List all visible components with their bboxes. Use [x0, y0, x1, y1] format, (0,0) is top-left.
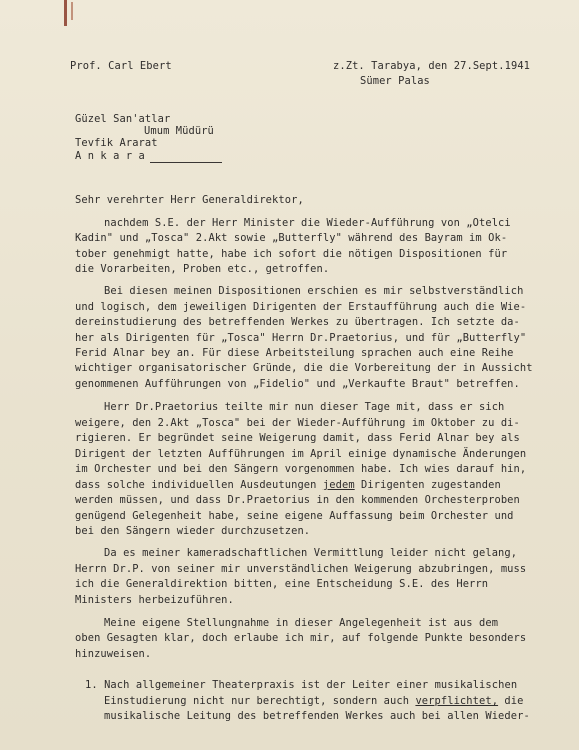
ink-mark: [64, 0, 67, 26]
p3-line-3: rigieren. Er begründet seine Weigerung damit, dass Ferid Alnar bey als: [75, 432, 520, 444]
p2-line-7: genommenen Aufführungen von „Fidelio" und „Verkaufte Braut" betreffen.: [75, 378, 520, 390]
p5-line-2: oben Gesagten klar, doch erlaube ich mir, auf folgende Punkte besonders: [75, 632, 527, 644]
p2-line-6: wichtiger organisatorischer Gründe, die die Vorbereitung der in Aussicht: [75, 362, 533, 374]
salutation: Sehr verehrter Herr Generaldirektor,: [75, 194, 304, 206]
p3-line-5: im Orchester und bei den Sängern vorgenommen habe. Ich wies darauf hin,: [75, 463, 527, 475]
p1-line-2: Kadin" und „Tosca" 2.Akt sowie „Butterfly" während des Bayram im Ok-: [75, 232, 508, 244]
p2-line-5: Ferid Alnar bey an. Für diese Arbeitsteilung sprachen auch eine Reihe: [75, 347, 514, 359]
p3-line-6-start: dass solche individuellen Ausdeutungen: [75, 479, 317, 491]
p2-line-2: und logisch, dem jeweiligen Dirigenten der Erstaufführung auch die Wie-: [75, 301, 527, 313]
point1-line-2-end: die: [504, 695, 524, 707]
p3-line-9: bei den Sängern wieder durchzusetzen.: [75, 525, 311, 537]
p1-line-3: tober genehmigt hatte, habe ich sofort die nötigen Dispositionen für: [75, 248, 508, 260]
emphasis-jedem: jedem: [322, 479, 355, 491]
recipient-city: A n k a r a: [75, 150, 145, 162]
point1-line-1: 1. Nach allgemeiner Theaterpraxis ist der Leiter einer musikalischen: [85, 679, 518, 691]
p1-line-4: die Vorarbeiten, Proben etc., getroffen.: [75, 263, 330, 275]
point1-line-3: musikalische Leitung des betreffenden Werkes auch bei allen Wieder-: [104, 710, 530, 722]
p1-line-1: nachdem S.E. der Herr Minister die Wieder-Aufführung von „Otelci: [104, 217, 511, 229]
p3-line-2: weigere, den 2.Akt „Tosca" bei der Wieder-Aufführung im Oktober zu di-: [75, 417, 520, 429]
sender-name: Prof. Carl Ebert: [70, 60, 172, 72]
recipient-underline: [150, 162, 222, 163]
p4-line-2: Herrn Dr.P. von seiner mir unverständlichen Weigerung abzubringen, muss: [75, 563, 527, 575]
ink-mark-secondary: [71, 2, 73, 20]
p3-line-6-end: Dirigenten zugestanden: [361, 479, 501, 491]
p3-line-6: [75, 479, 501, 492]
recipient-line-2: Umum Müdürü: [144, 125, 214, 137]
p3-line-1: Herr Dr.Praetorius teilte mir nun dieser Tage mit, dass er sich: [104, 401, 505, 413]
recipient-line-3: Tevfik Ararat: [75, 137, 158, 149]
emphasis-verpflichtet: verpflichtet,: [415, 695, 499, 707]
point1-line-2-start: Einstudierung nicht nur berechtigt, sondern auch: [104, 695, 410, 707]
p4-line-4: Ministers herbeizuführen.: [75, 594, 234, 606]
p2-line-1: Bei diesen meinen Dispositionen erschien es mir selbstverständlich: [104, 285, 524, 297]
p4-line-1: Da es meiner kameradschaftlichen Vermittlung leider nicht gelang,: [104, 547, 518, 559]
p3-line-8: genügend Gelegenheit habe, seine eigene Auffassung beim Orchester und: [75, 510, 514, 522]
p3-line-4: Dirigent der letzten Aufführungen im April einige dynamische Änderungen: [75, 448, 527, 460]
place-date: z.Zt. Tarabya, den 27.Sept.1941: [333, 60, 531, 72]
p5-line-3: hinzuweisen.: [75, 648, 152, 660]
recipient-line-1: Güzel San'atlar: [75, 113, 171, 125]
p5-line-1: Meine eigene Stellungnahme in dieser Angelegenheit ist aus dem: [104, 617, 499, 629]
p2-line-4: her als Dirigenten für „Tosca" Herrn Dr.Praetorius, und für „Butterfly": [75, 332, 527, 344]
p3-line-7: werden müssen, und dass Dr.Praetorius in den kommenden Orchesterproben: [75, 494, 520, 506]
p2-line-3: dereinstudierung des betreffenden Werkes zu übertragen. Ich setzte da-: [75, 316, 520, 328]
p4-line-3: ich die Generaldirektion bitten, eine Entscheidung S.E. des Herrn: [75, 578, 489, 590]
point1-line-2: [104, 695, 524, 708]
place-hotel: Sümer Palas: [360, 75, 430, 87]
